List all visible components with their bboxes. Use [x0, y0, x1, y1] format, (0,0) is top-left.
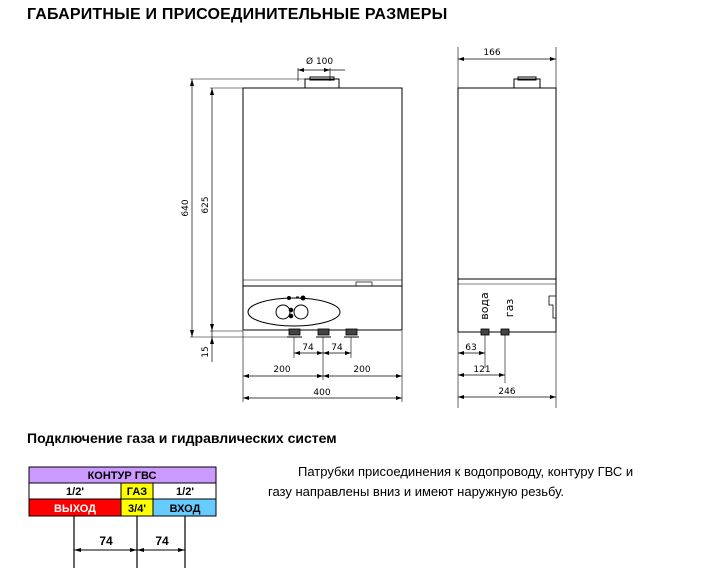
- dim-side-top-label: 166: [483, 48, 501, 58]
- dim-height-total-label: 640: [181, 199, 191, 217]
- dim-height-body-label: 625: [201, 196, 211, 214]
- table-row1-col3: 1/2': [176, 486, 194, 498]
- table-row1-col2: ГАЗ: [126, 486, 148, 498]
- side-view: [458, 47, 556, 408]
- table-row2-col2: 3/4': [128, 503, 146, 515]
- table-row1-col1: 1/2': [66, 486, 84, 498]
- boiler-body: [243, 88, 402, 286]
- label-water: вода: [478, 292, 491, 320]
- label-gas: газ: [503, 298, 516, 318]
- connections-table: [29, 467, 216, 516]
- dim-spacing-right-label: 74: [331, 343, 343, 353]
- side-body: [458, 88, 556, 332]
- dim-half-left-label: 200: [273, 365, 291, 375]
- dim-diameter-label: Ø 100: [306, 57, 334, 67]
- front-view: [190, 68, 402, 402]
- table-dim-left: 74: [99, 534, 113, 548]
- note-line-1: Патрубки присоединения к водопроводу, контуру ГВС и: [298, 464, 634, 479]
- dim-spacing-left-label: 74: [302, 343, 314, 353]
- page-title: ГАБАРИТНЫЕ И ПРИСОЕДИНИТЕЛЬНЫЕ РАЗМЕРЫ: [27, 6, 448, 23]
- table-row2-col3: ВХОД: [169, 503, 201, 515]
- dim-depth-label: 246: [498, 387, 516, 397]
- table-row2-col1: ВЫХОД: [53, 503, 97, 515]
- dim-bottom-label: 15: [201, 346, 211, 358]
- note-line-2: газу направлены вниз и имеют наружную резьбу.: [268, 484, 564, 499]
- table-header: КОНТУР ГВС: [87, 470, 157, 482]
- dim-half-right-label: 200: [353, 365, 371, 375]
- dim-121-label: 121: [473, 365, 491, 375]
- connections-title: Подключение газа и гидравлических систем: [27, 430, 337, 446]
- dim-width-label: 400: [313, 388, 331, 398]
- connections-note: [268, 462, 708, 502]
- dim-63-label: 63: [465, 343, 477, 353]
- table-dim-right: 74: [155, 534, 169, 548]
